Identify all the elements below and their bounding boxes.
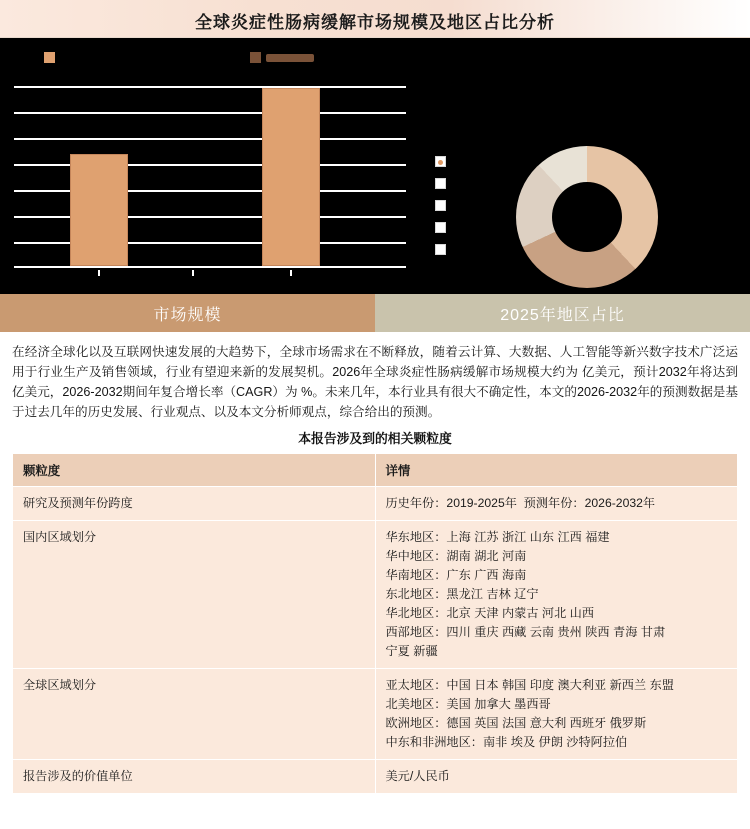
table-header-row bbox=[13, 454, 738, 487]
page-title: 全球炎症性肠病缓解市场规模及地区占比分析 bbox=[195, 13, 555, 32]
legend-swatch-1 bbox=[44, 52, 55, 63]
table-row bbox=[13, 521, 738, 669]
table-row bbox=[13, 487, 738, 521]
row-key: 全球区域划分 bbox=[13, 669, 376, 760]
row-detail bbox=[375, 487, 738, 521]
legend-swatch-4 bbox=[435, 222, 446, 233]
table-section-title: 本报告涉及到的相关颗粒度 bbox=[298, 431, 452, 446]
detail-line: 华南地区：广东 广西 海南 bbox=[385, 568, 527, 582]
legend-swatch-2 bbox=[250, 52, 261, 63]
x-tick bbox=[290, 270, 292, 276]
detail-line: 中东和非洲地区：南非 埃及 伊朗 沙特阿拉伯 bbox=[385, 735, 628, 749]
x-tick bbox=[98, 270, 100, 276]
column-header-detail: 详情 bbox=[375, 454, 738, 487]
row-detail bbox=[375, 521, 738, 669]
donut-chart bbox=[420, 38, 750, 294]
detail-line: 华中地区：湖南 湖北 河南 bbox=[385, 549, 527, 563]
detail-line: 亚太地区：中国 日本 韩国 印度 澳大利亚 新西兰 东盟 bbox=[385, 678, 674, 692]
column-header-granularity: 颗粒度 bbox=[13, 454, 376, 487]
legend-marker-dot bbox=[438, 160, 443, 165]
bar-series-1 bbox=[70, 154, 128, 266]
detail-line: 东北地区：黑龙江 吉林 辽宁 bbox=[385, 587, 539, 601]
bar-chart bbox=[0, 38, 420, 294]
legend-label-2 bbox=[266, 54, 314, 62]
page-header bbox=[0, 0, 750, 38]
detail-line: 宁夏 新疆 bbox=[385, 644, 438, 658]
legend-swatch-5 bbox=[435, 244, 446, 255]
bar-series-2 bbox=[262, 88, 320, 266]
x-tick bbox=[192, 270, 194, 276]
detail-line: 欧洲地区：德国 英国 法国 意大利 西班牙 俄罗斯 bbox=[385, 716, 647, 730]
section-tabs bbox=[0, 294, 750, 332]
detail-line: 西部地区：四川 重庆 西藏 云南 贵州 陕西 青海 甘肃 bbox=[385, 625, 666, 639]
legend-swatch-2 bbox=[435, 178, 446, 189]
detail-line: 历史年份：2019-2025年 预测年份：2026-2032年 bbox=[385, 496, 656, 510]
detail-line: 北美地区：美国 加拿大 墨西哥 bbox=[385, 697, 551, 711]
granularity-table bbox=[12, 453, 738, 794]
table-row bbox=[13, 760, 738, 794]
donut-chart-legend bbox=[435, 156, 459, 266]
legend-swatch-3 bbox=[435, 200, 446, 211]
row-detail bbox=[375, 669, 738, 760]
gridline bbox=[14, 138, 406, 140]
gridline bbox=[14, 86, 406, 88]
detail-line: 华东地区：上海 江苏 浙江 山东 江西 福建 bbox=[385, 530, 610, 544]
legend-swatch-1 bbox=[435, 156, 446, 167]
bar-chart-legend bbox=[0, 52, 420, 74]
legend-item-2 bbox=[250, 52, 314, 63]
tab-regional-share[interactable]: 2025年地区占比 bbox=[375, 294, 750, 332]
legend-item-1 bbox=[44, 52, 60, 63]
table-row bbox=[13, 669, 738, 760]
gridline bbox=[14, 112, 406, 114]
overview-paragraph: 在经济全球化以及互联网快速发展的大趋势下，全球市场需求在不断释放，随着云计算、大数据、人工智能等新兴数字技术广泛运用于行业生产及销售领域，行业有望迎来新的发展契机。2026年全球炎症性肠病缓解市场规模大约为 亿美元，预计2032年将达到 亿美元，2026-2032期间年复合增长率（CAGR）为 %。未来几年，本行业具有很大不确定性，本文的2026-2032年的预测数据是基于过去几年的历史发展、行业观点、以及本文分析师观点，综合给出的预测。 bbox=[12, 345, 738, 419]
bar-chart-plot bbox=[14, 86, 406, 268]
row-key: 报告涉及的价值单位 bbox=[13, 760, 376, 794]
row-key: 国内区域划分 bbox=[13, 521, 376, 669]
donut-graphic bbox=[516, 146, 658, 288]
row-key: 研究及预测年份跨度 bbox=[13, 487, 376, 521]
detail-line: 华北地区：北京 天津 内蒙古 河北 山西 bbox=[385, 606, 595, 620]
row-detail bbox=[375, 760, 738, 794]
x-axis bbox=[14, 266, 406, 268]
tab-market-size[interactable]: 市场规模 bbox=[0, 294, 375, 332]
charts-band bbox=[0, 38, 750, 294]
donut-hole bbox=[552, 182, 622, 252]
detail-line: 美元/人民币 bbox=[385, 769, 450, 783]
